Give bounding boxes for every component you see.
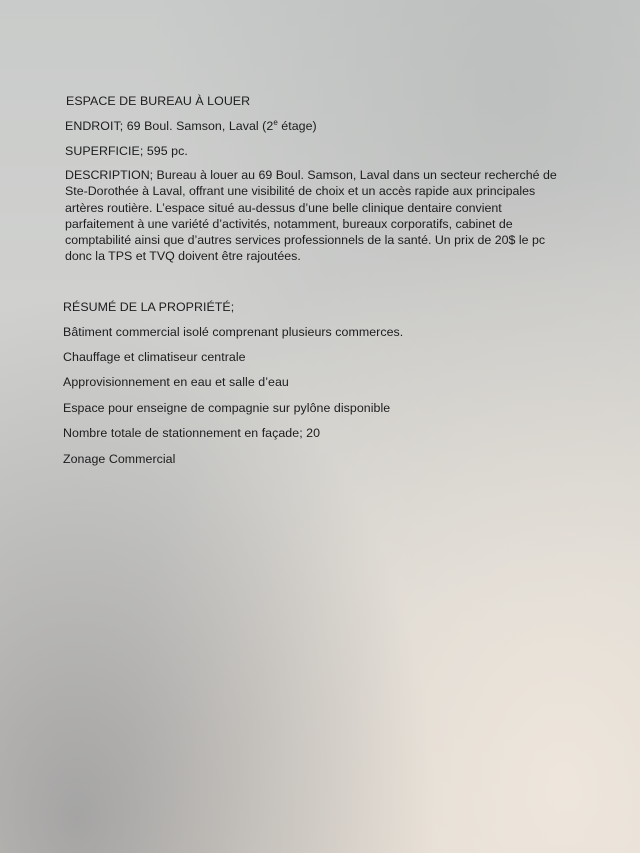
summary-item: Nombre totale de stationnement en façade; 20 bbox=[63, 426, 321, 440]
summary-item: Chauffage et climatiseur centrale bbox=[63, 350, 246, 364]
description-line: donc la TPS et TVQ doivent être rajoutées. bbox=[65, 249, 301, 264]
description-line: DESCRIPTION; Bureau à louer au 69 Boul. Samson, Laval dans un secteur recherché de bbox=[65, 168, 557, 182]
summary-item: Approvisionnement en eau et salle d’eau bbox=[63, 375, 289, 389]
summary-item: Bâtiment commercial isolé comprenant plusieurs commerces. bbox=[63, 325, 404, 339]
description-line: artères routière. L’espace situé au-dessus d’une belle clinique dentaire convient bbox=[65, 200, 502, 215]
description-line: comptabilité ainsi que d’autres services professionnels de la santé. Un prix de 20$ le pc bbox=[65, 233, 546, 248]
document-title: ESPACE DE BUREAU À LOUER bbox=[66, 94, 251, 108]
description-line: Ste-Dorothée à Laval, offrant une visibilité de choix et un accès rapide aux principales bbox=[65, 184, 536, 199]
area-line: SUPERFICIE; 595 pc. bbox=[65, 144, 188, 158]
description-line: parfaitement à une variété d’activités, notamment, bureaux corporatifs, cabinet de bbox=[65, 216, 513, 231]
location-label: ENDROIT; 69 Boul. Samson, Laval (2 bbox=[65, 119, 274, 133]
location-suffix: étage) bbox=[277, 119, 317, 133]
location-line bbox=[65, 118, 317, 134]
summary-heading: RÉSUMÉ DE LA PROPRIÉTÉ; bbox=[63, 300, 235, 314]
description-paragraph bbox=[65, 167, 557, 265]
summary-item: Espace pour enseigne de compagnie sur pylône disponible bbox=[63, 401, 391, 415]
location-sup: e bbox=[273, 117, 278, 127]
summary-item: Zonage Commercial bbox=[63, 452, 176, 466]
